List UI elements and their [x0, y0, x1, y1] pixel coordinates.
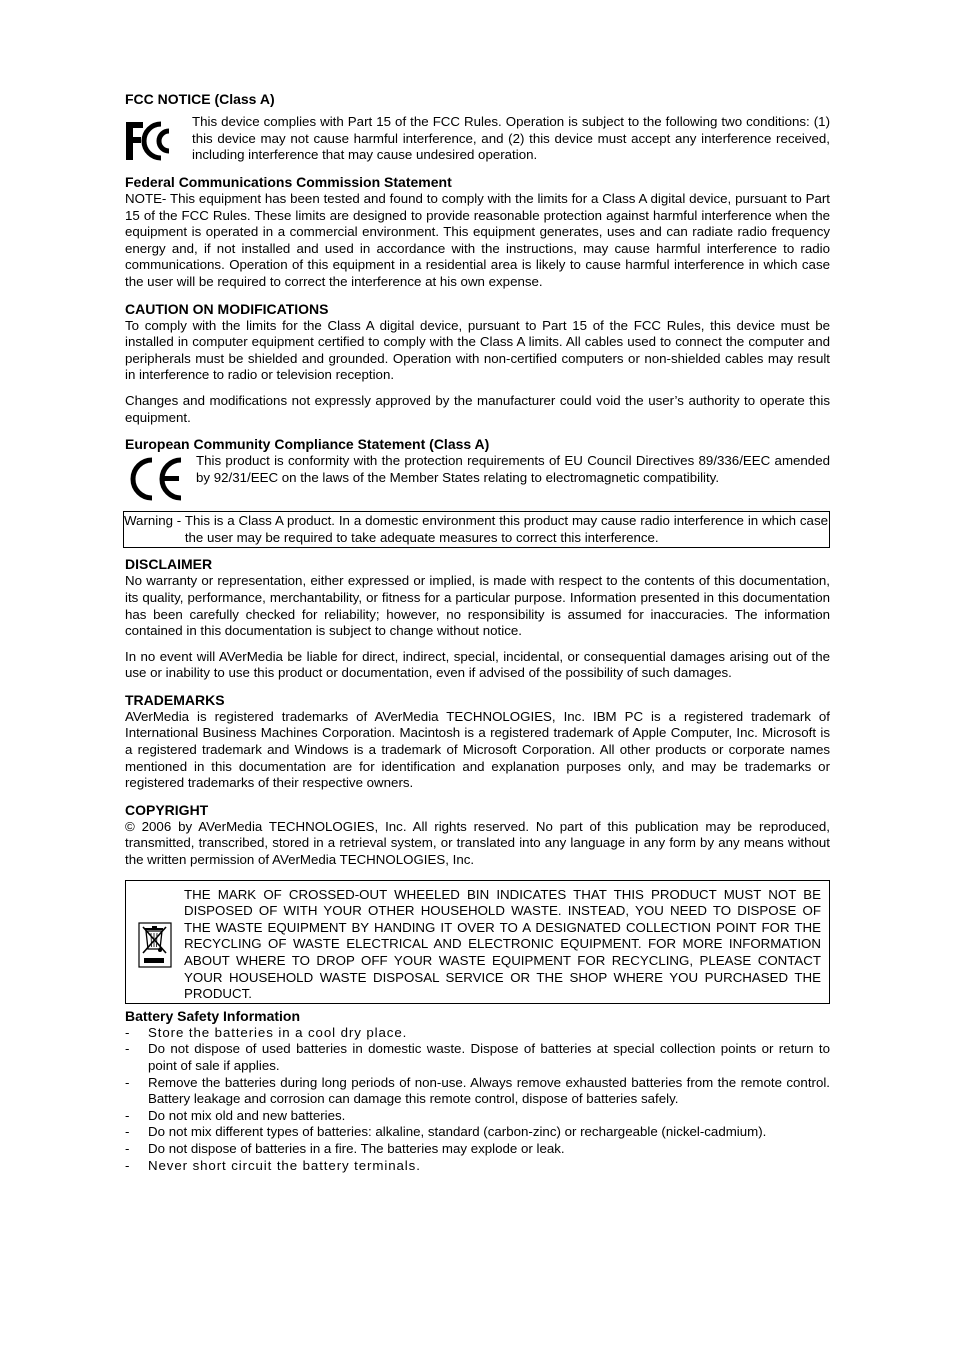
fcc-notice-text: This device complies with Part 15 of the FCC Rules. Operation is subject to the following two conditions: (1) this device may not cause harmful interference, and (2) this device must accept any interference received, including interference that may cause undesired operation. — [192, 114, 830, 163]
battery-heading: Battery Safety Information — [125, 1007, 301, 1024]
disclaimer-section — [125, 556, 830, 682]
fcc-statement-section — [125, 174, 830, 291]
battery-list — [125, 1025, 830, 1174]
list-item: - Do not dispose of batteries in a fire. The batteries may explode or leak. — [125, 1140, 565, 1156]
document-page — [125, 91, 830, 1174]
caution-text-1: To comply with the limits for the Class A digital device, pursuant to Part 15 of the FCC Rules, this device must be installed in computer equipment certified to comply with the Class A limits. All cables used to connect the computer and peripherals must be shielded and grounded. Operation with non-certified computers or non-shielded cables may result in interference to radio or television reception. — [125, 317, 830, 383]
european-block — [125, 453, 830, 501]
list-item: - Store the batteries in a cool dry place. — [125, 1024, 408, 1040]
battery-section — [125, 1008, 830, 1174]
warning-text: This is a Class A product. In a domestic environment this product may cause radio interference in which case the user may be required to take adequate measures to correct this interference. — [184, 513, 828, 545]
fcc-notice-heading: FCC NOTICE (Class A) — [125, 91, 275, 107]
copyright-text: © 2006 by AVerMedia TECHNOLOGIES, Inc. All rights reserved. No part of this publication may be reproduced, transmitted, transcribed, stored in a retrieval system, or translated into any language in any form by any means without the written permission of AVerMedia TECHNOLOGIES, Inc. — [125, 818, 830, 868]
list-item: - Remove the batteries during long periods of non-use. Always remove exhausted batteries from the remote control. Battery leakage and corrosion can damage this remote control, dispose of batteries safely. — [125, 1074, 830, 1107]
svg-text:FC: FC — [125, 118, 127, 119]
weee-notice-text: THE MARK OF CROSSED-OUT WHEELED BIN INDICATES THAT THIS PRODUCT MUST NOT BE DISPOSED OF WITH YOUR OTHER HOUSEHOLD WASTE. INSTEAD, YOU NEED TO DISPOSE OF THE WASTE EQUIPMENT BY HANDING IT OVER TO A DESIGNATED COLLECTION POINT FOR THE RECYCLING OF WASTE ELECTRICAL AND ELECTRONIC EQUIPMENT. FOR MORE INFORMATION ABOUT WHERE TO DROP OFF YOUR WASTE EQUIPMENT FOR RECYCLING, PLEASE CONTACT YOUR HOUSEHOLD WASTE DISPOSAL SERVICE OR THE SHOP WHERE YOU PURCHASED THE PRODUCT. — [184, 886, 821, 1002]
svg-text:CE: CE — [125, 455, 127, 457]
european-text: This product is conformity with the protection requirements of EU Council Directives 89/336/EEC amended by 92/31/EEC on the laws of the Member States relating to electromagnetic compatibility. — [196, 453, 830, 485]
caution-text-2: Changes and modifications not expressly approved by the manufacturer could void the user’s authority to operate this equipment. — [125, 392, 830, 425]
warning-box — [123, 511, 830, 548]
disclaimer-heading: DISCLAIMER — [125, 556, 213, 573]
european-section — [125, 436, 830, 501]
crossed-out-wheeled-bin-icon — [138, 922, 172, 968]
caution-section — [125, 301, 830, 427]
fcc-statement-heading: Federal Communications Commission Statement — [125, 174, 452, 190]
fcc-notice-block — [125, 114, 830, 164]
trademarks-text: AVerMedia is registered trademarks of AVerMedia TECHNOLOGIES, Inc. IBM PC is a registered trademark of International Business Machines Corporation. Macintosh is a registered trademark of Apple Computer, Inc. Microsoft is a registered trademark and Windows is a trademark of Microsoft Corporation. All other products or corporate names mentioned in this documentation are for identification and explanation purposes only, and may be trademarks or registered trademarks of their respective owners. — [125, 708, 830, 791]
ce-mark-icon — [125, 455, 185, 501]
list-item: - Do not mix different types of batteries: alkaline, standard (carbon-zinc) or rechargeable (nickel-cadmium). — [125, 1124, 767, 1140]
copyright-section — [125, 802, 830, 869]
fcc-statement-text: NOTE- This equipment has been tested and found to comply with the limits for a Class A digital device, pursuant to Part 15 of the FCC Rules. These limits are designed to provide reasonable protection against harmful interference when the equipment is operated in a commercial environment. This equipment generates, uses and can radiate radio frequency energy and, if not installed and used in accordance with the instructions, may cause harmful interference to radio communications. Operation of this equipment in a residential area is likely to cause harmful interference in which case the user will be required to correct the interference at his own expense. — [125, 191, 830, 289]
list-item: - Do not mix old and new batteries. — [125, 1107, 346, 1123]
weee-icon-wrap — [126, 887, 184, 1003]
caution-heading: CAUTION ON MODIFICATIONS — [125, 300, 329, 317]
warning-label: Warning - — [124, 513, 185, 529]
fcc-logo-icon — [125, 118, 177, 164]
european-heading: European Community Compliance Statement (Class A) — [125, 436, 490, 453]
disclaimer-text-2: In no event will AVerMedia be liable for direct, indirect, special, incidental, or consequential damages arising out of the use or inability to use this product or documentation, even if advised of the possibility of such damages. — [125, 648, 830, 681]
list-item: - Never short circuit the battery terminals. — [125, 1157, 421, 1173]
trademarks-heading: TRADEMARKS — [125, 691, 225, 708]
trademarks-section — [125, 692, 830, 792]
copyright-heading: COPYRIGHT — [125, 801, 209, 818]
list-item: - Do not dispose of used batteries in domestic waste. Dispose of batteries at special collection points or return to point of sale if applies. — [125, 1041, 830, 1073]
disclaimer-text-1: No warranty or representation, either expressed or implied, is made with respect to the contents of this documentation, its quality, performance, merchantability, or fitness for a particular purpose. Information presented in this documentation has been carefully checked for reliability; however, no responsibility is assumed for inaccuracies. The information contained in this documentation is subject to change without notice. — [125, 573, 830, 639]
weee-notice-box — [125, 880, 830, 1004]
